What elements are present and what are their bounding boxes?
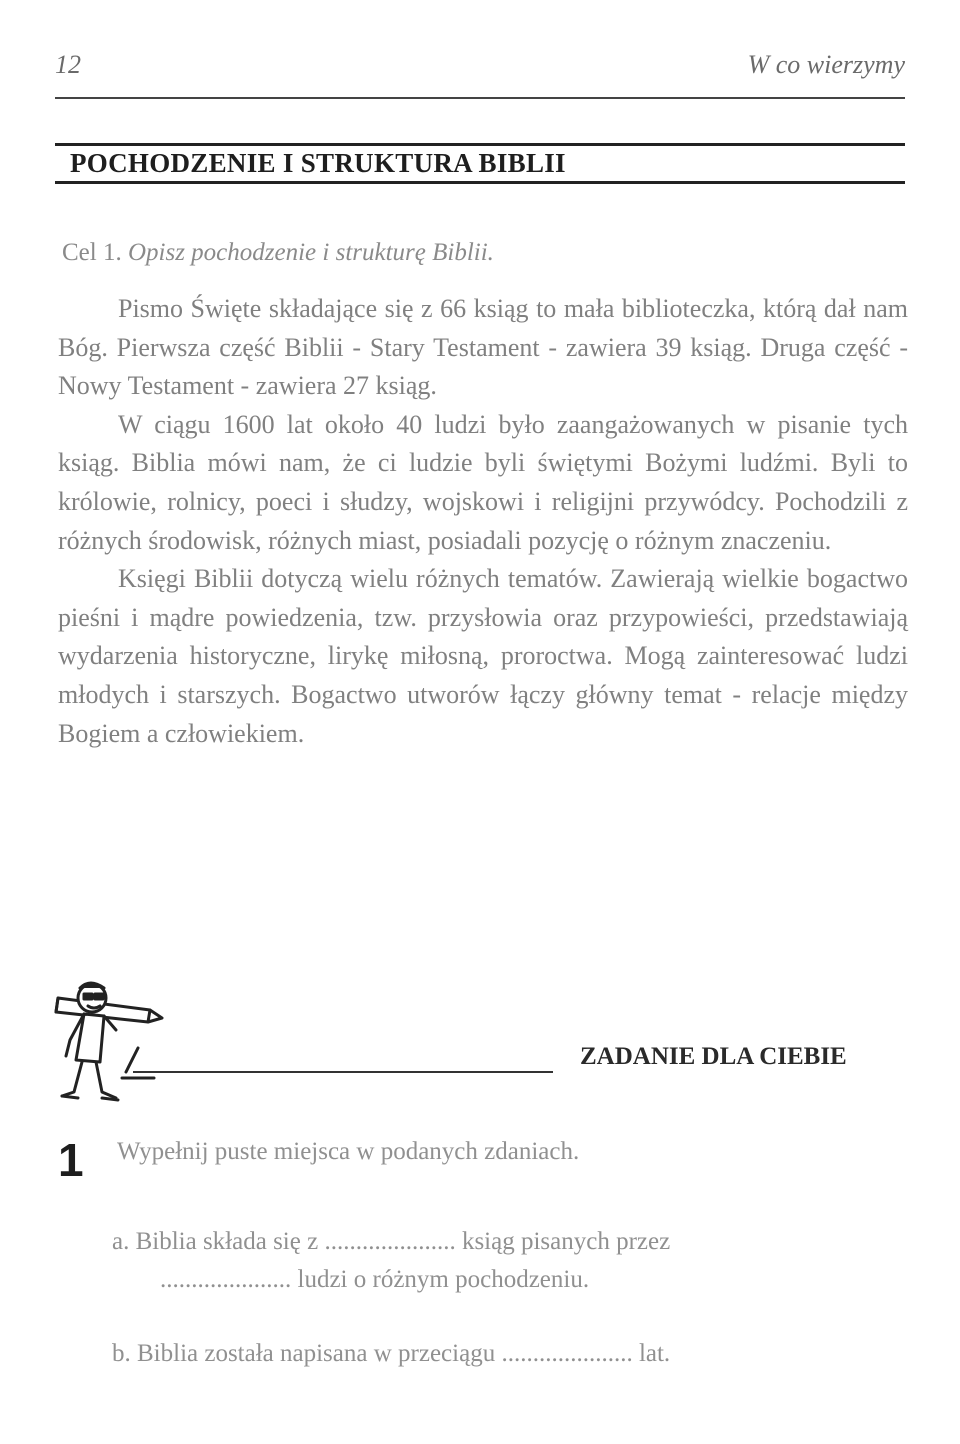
task-heading: ZADANIE DLA CIEBIE [580, 1043, 847, 1070]
section-rule-bottom [55, 181, 905, 184]
header-rule [55, 97, 905, 99]
exercise-instruction: Wypełnij puste miejsca w podanych zdaniach. [117, 1138, 580, 1165]
section-rule-top [55, 143, 905, 146]
task-rule [133, 1071, 553, 1073]
paragraph-3: Księgi Biblii dotyczą wielu różnych tematów. Zawierają wielkie bogactwo pieśni i mądre powiedzenia, tzw. przysłowia oraz przypowieści, przedstawiają wydarzenia historyczne, lirykę miłosną, proroctwa. Mogą zainteresować ludzi młodych i starszych. Bogactwo utworów łączy główny temat - relacje między Bogiem a człowiekiem. [58, 564, 908, 748]
goal-line [62, 239, 494, 267]
paragraph-2: W ciągu 1600 lat około 40 ludzi było zaangażowanych w pisanie tych ksiąg. Biblia mówi nam, że ci ludzie byli świętymi Bożymi ludźmi. Byli to królowie, rolnicy, poeci i słudzy, wojskowi i religijni przywódcy. Pochodzili z różnych środowisk, różnych miast, posiadali pozycję o różnym znaczeniu. [58, 409, 908, 555]
page-number: 12 [55, 50, 81, 79]
exercise-number: 1 [58, 1134, 84, 1186]
goal-label: Cel 1. [62, 239, 122, 266]
exercise-item-b: b. Biblia została napisana w przeciągu ..................... lat. [112, 1340, 671, 1367]
exercise-item-a: a. Biblia składa się z ..................... ksiąg pisanych przez [112, 1228, 671, 1255]
body-text [58, 290, 908, 753]
mascot-with-pencil-icon [50, 968, 180, 1113]
book-title: W co wierzymy [747, 50, 905, 79]
goal-text: Opisz pochodzenie i strukturę Biblii. [127, 239, 494, 266]
paragraph-1: Pismo Święte składające się z 66 ksiąg to mała biblioteczka, którą dał nam Bóg. Pierwsza część Biblii - Stary Testament - zawiera 39 ksiąg. Druga część - Nowy Testament - zawiera 27 ksiąg. [58, 294, 908, 401]
section-title: POCHODZENIE I STRUKTURA BIBLII [70, 148, 566, 178]
exercise-item-a-continued: ..................... ludzi o różnym pochodzeniu. [160, 1266, 590, 1293]
